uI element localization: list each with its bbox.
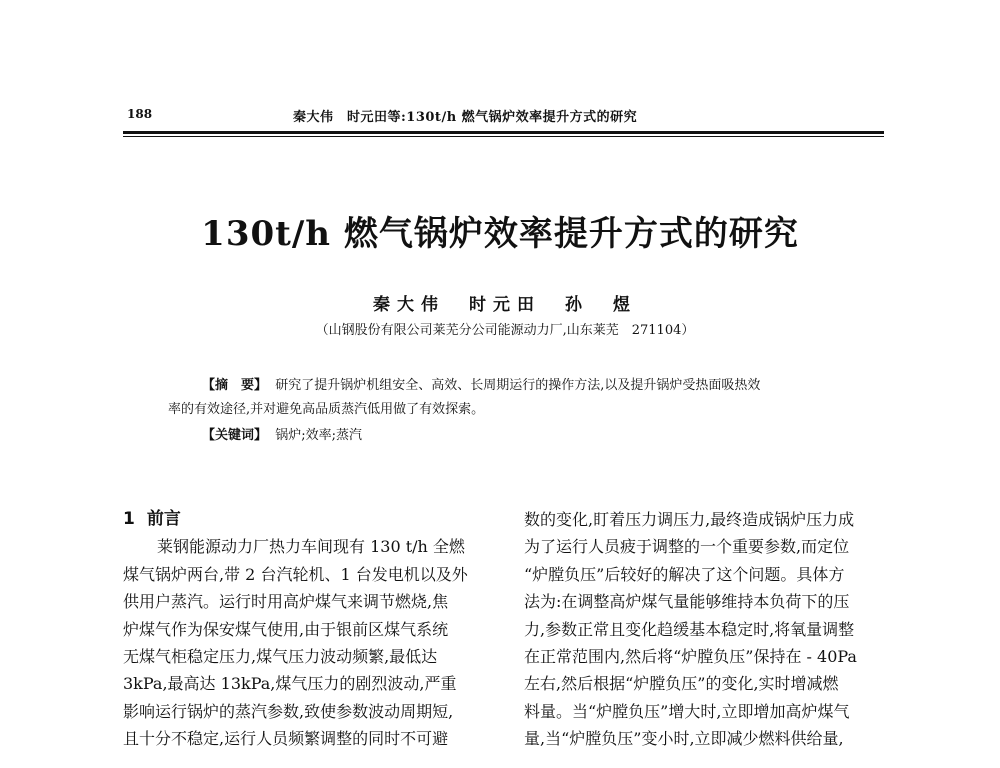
body-line: 法为:在调整高炉煤气量能够维持本负荷下的压 — [524, 592, 850, 612]
abstract-label: 【摘 要】 — [202, 378, 268, 393]
body-line: 且十分不稳定,运行人员频繁调整的同时不可避 — [123, 729, 449, 749]
body-line: 供用户蒸汽。运行时用高炉煤气来调节燃烧,焦 — [123, 592, 449, 612]
affiliation: （山钢股份有限公司莱芜分公司能源动力厂,山东莱芜 271104） — [315, 323, 695, 338]
abstract — [168, 374, 840, 422]
authors: 秦大伟 时元田 孙 煜 — [373, 295, 637, 315]
abstract-text-1: 研究了提升锅炉机组安全、高效、长周期运行的操作方法,以及提升锅炉受热面吸热效 — [275, 378, 761, 393]
body-line: 炉煤气作为保安煤气使用,由于银前区煤气系统 — [123, 619, 449, 639]
abstract-line-2: 率的有效途径,并对避免高品质蒸汽低用做了有效探索。 — [168, 402, 485, 417]
body-line: 煤气锅炉两台,带 2 台汽轮机、1 台发电机以及外 — [123, 564, 468, 584]
body-line: 数的变化,盯着压力调压力,最终造成锅炉压力成 — [524, 510, 855, 529]
section-heading — [123, 506, 493, 533]
page-number: 188 — [127, 107, 153, 121]
header-rule-thin — [123, 136, 884, 137]
body-line: 量,当“炉膛负压”变小时,立即减少燃料供给量, — [524, 729, 844, 749]
right-column — [524, 506, 894, 753]
keywords-label: 【关键词】 — [202, 428, 268, 443]
body-line: 左右,然后根据“炉膛负压”的变化,实时增减燃 — [524, 674, 839, 694]
body-line: 为了运行人员疲于调整的一个重要参数,而定位 — [524, 537, 850, 557]
body-line: 无煤气柜稳定压力,煤气压力波动频繁,最低达 — [123, 646, 438, 666]
body-line: 影响运行锅炉的蒸汽参数,致使参数波动周期短, — [123, 701, 454, 721]
article-title: 130t/h 燃气锅炉效率提升方式的研究 — [201, 214, 799, 254]
abstract-line-1 — [168, 374, 840, 398]
header-rule-thick — [123, 131, 884, 134]
left-column — [123, 506, 493, 753]
section-number: 1 — [123, 509, 135, 529]
body-line: 3kPa,最高达 13kPa,煤气压力的剧烈波动,严重 — [123, 674, 457, 694]
body-line: 料量。当“炉膛负压”增大时,立即增加高炉煤气 — [524, 701, 850, 721]
section-title: 前言 — [146, 509, 181, 529]
body-line: 在正常范围内,然后将“炉膛负压”保持在 - 40Pa — [524, 646, 857, 666]
keywords — [202, 424, 362, 443]
body-line: 力,参数正常且变化趋缓基本稳定时,将氧量调整 — [524, 619, 855, 639]
body-line: 莱钢能源动力厂热力车间现有 130 t/h 全燃 — [157, 537, 465, 557]
running-header — [123, 106, 884, 128]
header-citation: 秦大伟 时元田等:130t/h 燃气锅炉效率提升方式的研究 — [293, 110, 638, 125]
keywords-text: 锅炉;效率;蒸汽 — [275, 428, 363, 443]
body-line: “炉膛负压”后较好的解决了这个问题。具体方 — [524, 564, 845, 584]
